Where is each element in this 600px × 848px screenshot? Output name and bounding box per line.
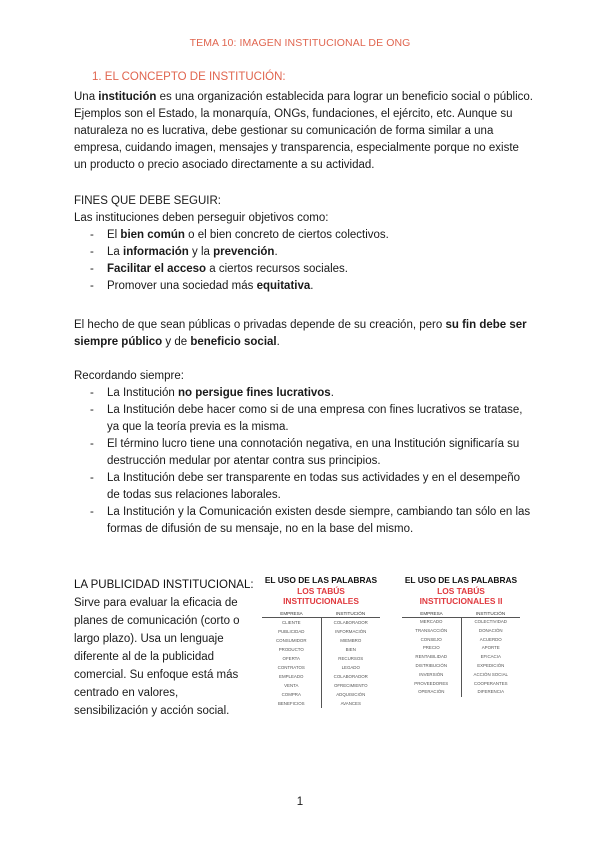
column-header-empresa: EMPRESA — [280, 611, 303, 616]
table-cell: EXPEDICIÓN — [477, 662, 505, 668]
figure-tabus-institucionales — [262, 575, 380, 708]
page-number: 1 — [296, 796, 304, 808]
table-cell: PROVEEDORES — [414, 680, 449, 686]
column-empresa — [402, 618, 462, 697]
figure-title: EL USO DE LAS PALABRAS — [404, 575, 518, 585]
figure-header — [262, 611, 380, 618]
fines-intro: Las instituciones deben perseguir objetivos como: — [74, 212, 329, 224]
figure-title: EL USO DE LAS PALABRAS — [264, 575, 378, 585]
figure-subtitle: LOS TABÚS INSTITUCIONALES — [283, 586, 359, 606]
column-header-institucion: INSTITUCIÓN — [335, 611, 366, 616]
recordando-list — [74, 385, 534, 538]
table-cell: CONTRATOS — [277, 665, 305, 670]
list-item: - La Institución y la Comunicación existen desde siempre, cambiando tan sólo en las formas de difusión de su mensaje, no en la base del mismo. — [90, 506, 531, 535]
table-cell: COLABORADOR — [333, 620, 368, 625]
list-item: - La Institución no persigue fines lucrativos. — [90, 387, 334, 399]
list-item: - Promover una sociedad más equitativa. — [90, 280, 314, 292]
table-cell: INVERSIÓN — [419, 671, 444, 677]
table-cell: AVANCES — [340, 701, 361, 706]
fines-section — [74, 193, 328, 227]
table-cell: DONACIÓN — [478, 627, 503, 633]
table-cell: BIEN — [345, 647, 356, 652]
list-item: - El bien común o el bien concreto de ciertos colectivos. — [90, 229, 389, 241]
table-cell: APORTE — [481, 645, 500, 651]
publicidad-text: Sirve para evaluar la eficacia de planes de comunicación (corto o largo plazo). Usa un lenguaje diferente al de la publicidad comercial. Su enfoque está más centrado en valores, sensibilización y acción social. — [74, 597, 240, 717]
table-cell: PUBLICIDAD — [278, 629, 305, 634]
column-empresa — [262, 618, 322, 708]
figure-subtitle: LOS TABÚS INSTITUCIONALES II — [419, 586, 503, 606]
table-cell: TRANSACCIÓN — [415, 627, 448, 633]
table-cell: EFICACIA — [480, 654, 501, 660]
table-cell: CONSEJO — [420, 636, 442, 642]
fines-heading: FINES QUE DEBE SEGUIR: — [74, 195, 221, 207]
table-cell: OFRECIMIENTO — [333, 683, 368, 688]
table-cell: COLECTIVIDAD — [474, 619, 507, 624]
table-cell: EMPLEADO — [279, 674, 304, 679]
table-cell: CONSUMIDOR — [276, 638, 307, 643]
table-cell: PRECIO — [422, 645, 440, 651]
fines-list — [74, 227, 534, 295]
list-item: - El término lucro tiene una connotación negativa, en una Institución significaría su destrucción medular por atentar contra sus principios. — [90, 438, 520, 467]
list-item: - La Institución debe ser transparente en todas sus actividades y en el desempeño de todas sus relaciones laborales. — [90, 472, 520, 501]
table-cell: COOPERANTES — [473, 680, 508, 686]
table-cell: ACCIÓN SOCIAL — [473, 671, 508, 677]
table-cell: OFERTA — [282, 656, 300, 661]
table-cell: RENTABILIDAD — [415, 654, 448, 660]
column-institucion — [322, 618, 381, 708]
recordando-heading: Recordando siempre: — [74, 370, 184, 382]
figure-header — [402, 611, 520, 618]
table-cell: INFORMACIÓN — [335, 629, 367, 634]
table-cell: VENTA — [284, 683, 299, 688]
figure-tabus-institucionales-ii — [402, 575, 520, 697]
paragraph-publico-privado: El hecho de que sean públicas o privadas depende de su creación, pero su fin debe ser siempre público y de beneficio social. — [74, 319, 527, 348]
table-cell: PRODUCTO — [278, 647, 304, 652]
paragraph-definicion: Una institución es una organización establecida para lograr un beneficio social o público. Ejemplos son el Estado, la monarquía, ONGs, fundaciones, el ejército, etc. Aunque su naturaleza no es lucrativa, debe gestionar su comunicación de forma similar a una empresa, cuidando imagen, mensajes y transparencia, especialmente porque no existe un producto o precio asociado directamente a su actividad. — [74, 91, 533, 171]
section-heading-concepto: 1. EL CONCEPTO DE INSTITUCIÓN: — [92, 71, 286, 83]
table-cell: ACUERDO — [479, 636, 502, 642]
table-cell: LEGADO — [341, 665, 360, 670]
column-header-institucion: INSTITUCIÓN — [475, 611, 506, 616]
list-item: - La información y la prevención. — [90, 246, 278, 258]
table-cell: MIEMBRO — [340, 638, 362, 643]
table-cell: OPERACIÓN — [418, 689, 445, 695]
table-cell: MERCADO — [420, 619, 443, 624]
table-cell: DIFERENCIA — [477, 689, 505, 695]
table-cell: BENEFICIOS — [277, 701, 305, 706]
list-item: - Facilitar el acceso a ciertos recursos sociales. — [90, 263, 348, 275]
table-cell: CLIENTE — [281, 620, 301, 625]
table-cell: RECURSOS — [338, 656, 364, 661]
publicidad-heading: LA PUBLICIDAD INSTITUCIONAL: — [74, 579, 254, 591]
table-cell: ADQUISICIÓN — [336, 692, 366, 697]
list-item: - La Institución debe hacer como si de una empresa con fines lucrativos se tratase, ya que la teoría previa es la misma. — [90, 404, 523, 433]
table-cell: COMPRA — [281, 692, 301, 697]
table-cell: COLABORADOR — [333, 674, 368, 679]
column-institucion — [462, 618, 521, 697]
page-title: TEMA 10: IMAGEN INSTITUCIONAL DE ONG — [189, 37, 411, 49]
table-cell: DISTRIBUCIÓN — [415, 662, 447, 668]
column-header-empresa: EMPRESA — [420, 611, 443, 616]
